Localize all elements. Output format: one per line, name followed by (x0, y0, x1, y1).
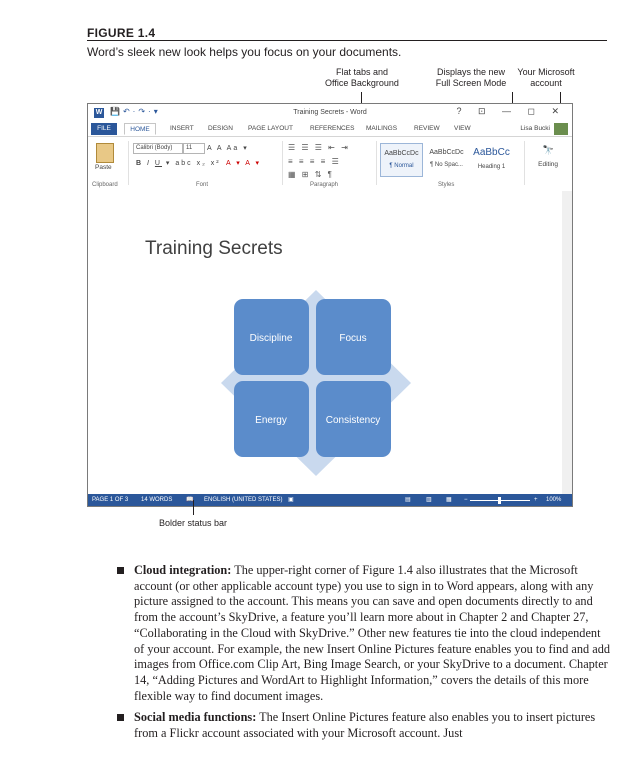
page-count[interactable]: PAGE 1 OF 3 (92, 497, 129, 503)
callout-line: account (530, 78, 562, 88)
style-name: ¶ No Spac... (430, 162, 463, 168)
tab-references[interactable]: REFERENCES (310, 125, 355, 132)
group-divider (524, 141, 525, 185)
style-no-spacing[interactable] (425, 143, 468, 177)
smartart-label: Discipline (249, 333, 293, 344)
window-controls[interactable]: ? ⊡ — ◻ ✕ (456, 106, 566, 116)
group-divider (376, 141, 377, 185)
word-count[interactable]: 14 WORDS (141, 497, 173, 503)
style-sample: AaBbCcDc (384, 150, 419, 157)
group-label: Font (196, 182, 209, 188)
window-title: Training Secrets - Word (293, 109, 367, 116)
list-item (117, 563, 613, 704)
word-window (87, 103, 573, 507)
ribbon-tabs (88, 122, 572, 136)
tab-design[interactable]: DESIGN (208, 125, 233, 132)
format-buttons[interactable]: B I U ▾ abc x₂ x² (136, 160, 221, 167)
callout-line: Your Microsoft (517, 67, 575, 77)
quick-access-toolbar[interactable]: 💾↶·↷·▾ (110, 107, 161, 116)
tab-file[interactable]: FILE (91, 123, 117, 135)
figure-rule (87, 40, 607, 41)
callout-full-screen (426, 67, 516, 89)
account-name[interactable]: Lisa Bucki (520, 125, 550, 132)
font-name-select[interactable]: Calibri (Body) (133, 143, 183, 154)
callout-status-bar: Bolder status bar (158, 518, 228, 528)
bullet-icon (117, 567, 124, 574)
bullet-text: The upper-right corner of Figure 1.4 also illustrates that the Microsoft account (or other applicable account type) you use to sign in to Word appears, along with any picture assigned to the account. This means you can save and open documents directly to and from the account’s SkyDrive, a feature you’ll learn more about in Chapter 2 and Chapter 27, “Collaborating in the Cloud with SkyDrive.” Other new features tie into the cloud independent of your account. For example, the new Insert Online Pictures feature enables you to find and add images from Office.com Clip Art, Bing Image Search, or your SkyDrive to a document. Chapter 14, “Adding Pictures and WordArt to Highlight Information,” covers the details of this more flexible way to find document images. (134, 563, 611, 703)
zoom-level[interactable]: 100% (546, 497, 562, 503)
document-canvas[interactable] (88, 191, 572, 496)
callout-leader (193, 500, 194, 515)
callout-line: Full Screen Mode (435, 78, 507, 88)
font-color-icons[interactable]: A ▾ A ▾ (226, 160, 262, 167)
smartart-label: Focus (339, 333, 367, 344)
bullet-text: The Insert Online Pictures feature also enables you to insert pictures from a Flickr account associated with your Microsoft account. Just (134, 710, 596, 741)
group-label: Paragraph (310, 182, 339, 188)
ribbon (88, 136, 572, 192)
callout-account (513, 67, 579, 89)
group-divider (282, 141, 283, 185)
style-heading-1[interactable] (470, 143, 513, 177)
status-bar (88, 494, 572, 506)
bullet-icon (117, 714, 124, 721)
zoom-in-icon[interactable]: + (534, 497, 538, 503)
web-layout-icon[interactable]: ▦ (446, 497, 452, 503)
shading-icons[interactable]: ▦ ⊞ ⇅ ¶ (288, 170, 334, 179)
figure-label: FIGURE 1.4 (87, 26, 156, 40)
title-bar (88, 104, 572, 122)
bullet-title: Social media functions: (134, 710, 257, 725)
find-icon[interactable]: 🔭 (542, 145, 554, 155)
tab-home[interactable]: HOME (124, 123, 156, 135)
callout-flat-tabs (318, 67, 406, 89)
clipboard-icon[interactable] (96, 143, 114, 163)
tab-mailings[interactable]: MAILINGS (366, 125, 398, 132)
read-mode-icon[interactable]: ▤ (405, 497, 411, 503)
vertical-scrollbar[interactable] (562, 191, 572, 496)
document-title: Training Secrets (145, 238, 283, 259)
style-sample: AaBbCc (473, 147, 510, 158)
zoom-slider-thumb[interactable] (498, 497, 501, 504)
smartart-label: Energy (255, 415, 287, 426)
smartart-label: Consistency (325, 415, 381, 426)
tab-review[interactable]: REVIEW (414, 125, 440, 132)
callout-line: Displays the new (436, 67, 506, 77)
word-logo-icon[interactable]: W (95, 109, 103, 116)
style-sample: AaBbCcDc (429, 149, 464, 156)
print-layout-icon[interactable]: ▥ (426, 497, 432, 503)
callout-line: Office Background (325, 78, 399, 88)
align-icons[interactable]: ≡ ≡ ≡ ≡ ☰ (288, 157, 341, 166)
font-size-select[interactable]: 11 (183, 143, 205, 154)
style-name: ¶ Normal (389, 163, 414, 169)
tab-page-layout[interactable]: PAGE LAYOUT (248, 125, 293, 132)
zoom-out-icon[interactable]: − (464, 497, 468, 503)
editing-button[interactable]: Editing (538, 161, 558, 168)
avatar[interactable] (554, 123, 568, 135)
list-icons[interactable]: ☰ ☰ ☰ ⇤ ⇥ (288, 143, 350, 152)
smartart-diagram[interactable] (88, 191, 573, 496)
style-normal[interactable] (380, 143, 423, 177)
figure-caption: Word’s sleek new look helps you focus on your documents. (87, 45, 402, 59)
paste-button[interactable]: Paste (95, 164, 112, 171)
group-divider (128, 141, 129, 185)
style-name: Heading 1 (477, 164, 506, 170)
list-item (117, 710, 613, 741)
group-label: Styles (438, 182, 455, 188)
bullet-title: Cloud integration: (134, 563, 232, 577)
proofing-icon[interactable]: 📖 (186, 497, 194, 503)
group-label: Clipboard (92, 182, 118, 188)
font-size-icons[interactable]: A A Aa ▾ (207, 145, 249, 152)
language-indicator[interactable]: ENGLISH (UNITED STATES) (204, 497, 283, 503)
callout-line: Flat tabs and (335, 67, 389, 77)
bullet-list (117, 563, 613, 748)
macro-icon[interactable]: ▣ (288, 497, 294, 503)
tab-insert[interactable]: INSERT (170, 125, 194, 132)
tab-view[interactable]: VIEW (454, 125, 471, 132)
